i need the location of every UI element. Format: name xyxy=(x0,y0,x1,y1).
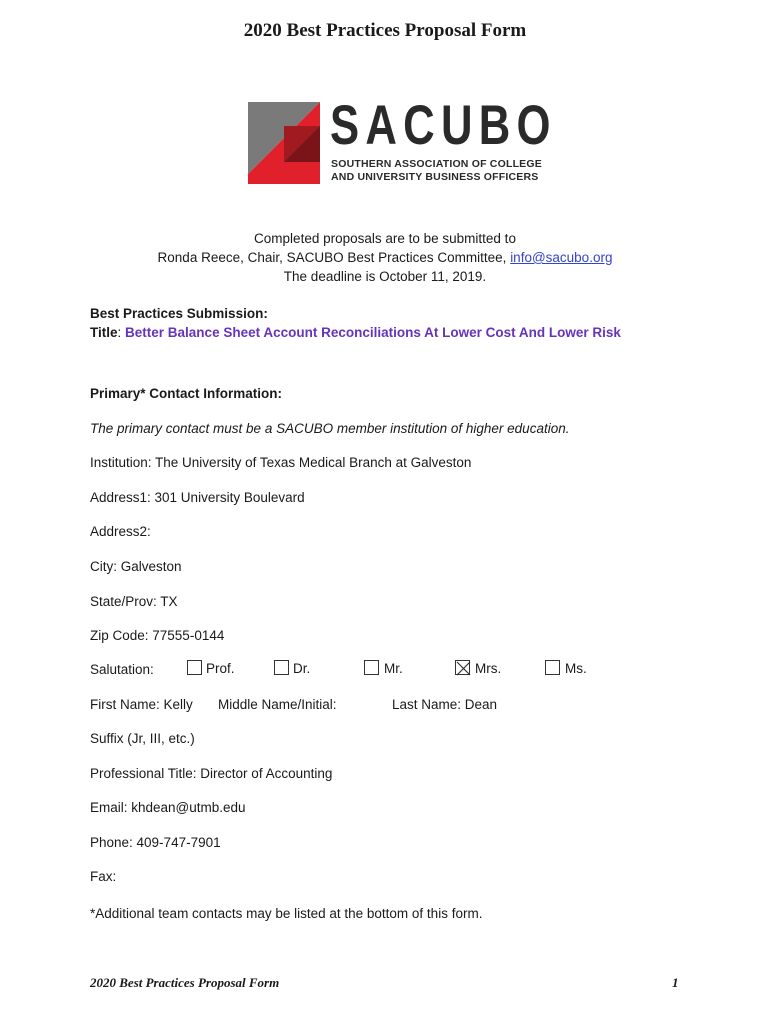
address2-field: Address2: xyxy=(90,524,151,539)
submission-instructions-line1: Completed proposals are to be submitted to xyxy=(254,231,516,246)
title-label: Title xyxy=(90,325,118,340)
professional-title-field: Professional Title: Director of Accounting xyxy=(90,766,333,781)
salutation-label: Salutation: xyxy=(90,662,154,677)
suffix-field: Suffix (Jr, III, etc.) xyxy=(90,731,195,746)
document-title: 2020 Best Practices Proposal Form xyxy=(243,20,527,41)
submission-title-row: Title: Better Balance Sheet Account Reconciliations At Lower Cost And Lower Risk xyxy=(90,325,621,340)
submission-heading: Best Practices Submission: xyxy=(90,306,268,321)
logo-subtitle-line2: AND UNIVERSITY BUSINESS OFFICERS xyxy=(331,171,539,183)
last-name-field: Last Name: Dean xyxy=(392,697,498,712)
checkbox-dr[interactable] xyxy=(274,660,289,675)
logo-wordmark: SACUBO xyxy=(330,93,557,156)
checkbox-mr-label: Mr. xyxy=(384,661,403,676)
additional-contacts-note: *Additional team contacts may be listed at the bottom of this form. xyxy=(90,906,483,921)
checkbox-prof[interactable] xyxy=(187,660,202,675)
city-field: City: Galveston xyxy=(90,559,182,574)
checkbox-mr[interactable] xyxy=(364,660,379,675)
footer-title: 2020 Best Practices Proposal Form xyxy=(90,975,280,990)
logo-subtitle-line1: SOUTHERN ASSOCIATION OF COLLEGE xyxy=(331,158,542,170)
title-value: Better Balance Sheet Account Reconciliations At Lower Cost And Lower Risk xyxy=(125,325,621,340)
deadline-text: The deadline is October 11, 2019. xyxy=(283,269,487,284)
checkmark-x-icon xyxy=(456,661,471,676)
submission-instructions-line2 xyxy=(0,250,770,265)
primary-contact-note: The primary contact must be a SACUBO member institution of higher education. xyxy=(90,421,570,436)
first-name-field: First Name: Kelly xyxy=(90,697,193,712)
checkbox-ms[interactable] xyxy=(545,660,560,675)
email-link[interactable]: info@sacubo.org xyxy=(510,250,613,265)
fax-field: Fax: xyxy=(90,869,117,884)
phone-field: Phone: 409-747-7901 xyxy=(90,835,221,850)
zip-field: Zip Code: 77555-0144 xyxy=(90,628,225,643)
email-field: Email: khdean@utmb.edu xyxy=(90,800,246,815)
state-field: State/Prov: TX xyxy=(90,594,178,609)
checkbox-ms-label: Ms. xyxy=(565,661,587,676)
middle-name-field: Middle Name/Initial: xyxy=(218,697,337,712)
page-number: 1 xyxy=(672,975,679,990)
address1-field: Address1: 301 University Boulevard xyxy=(90,490,305,505)
checkbox-mrs-label: Mrs. xyxy=(475,661,502,676)
checkbox-mrs[interactable] xyxy=(455,660,470,675)
institution-field: Institution: The University of Texas Medical Branch at Galveston xyxy=(90,455,472,470)
checkbox-dr-label: Dr. xyxy=(293,661,311,676)
primary-contact-heading: Primary* Contact Information: xyxy=(90,386,283,401)
checkbox-prof-label: Prof. xyxy=(206,661,235,676)
committee-text: Ronda Reece, Chair, SACUBO Best Practices Committee, xyxy=(157,250,511,265)
